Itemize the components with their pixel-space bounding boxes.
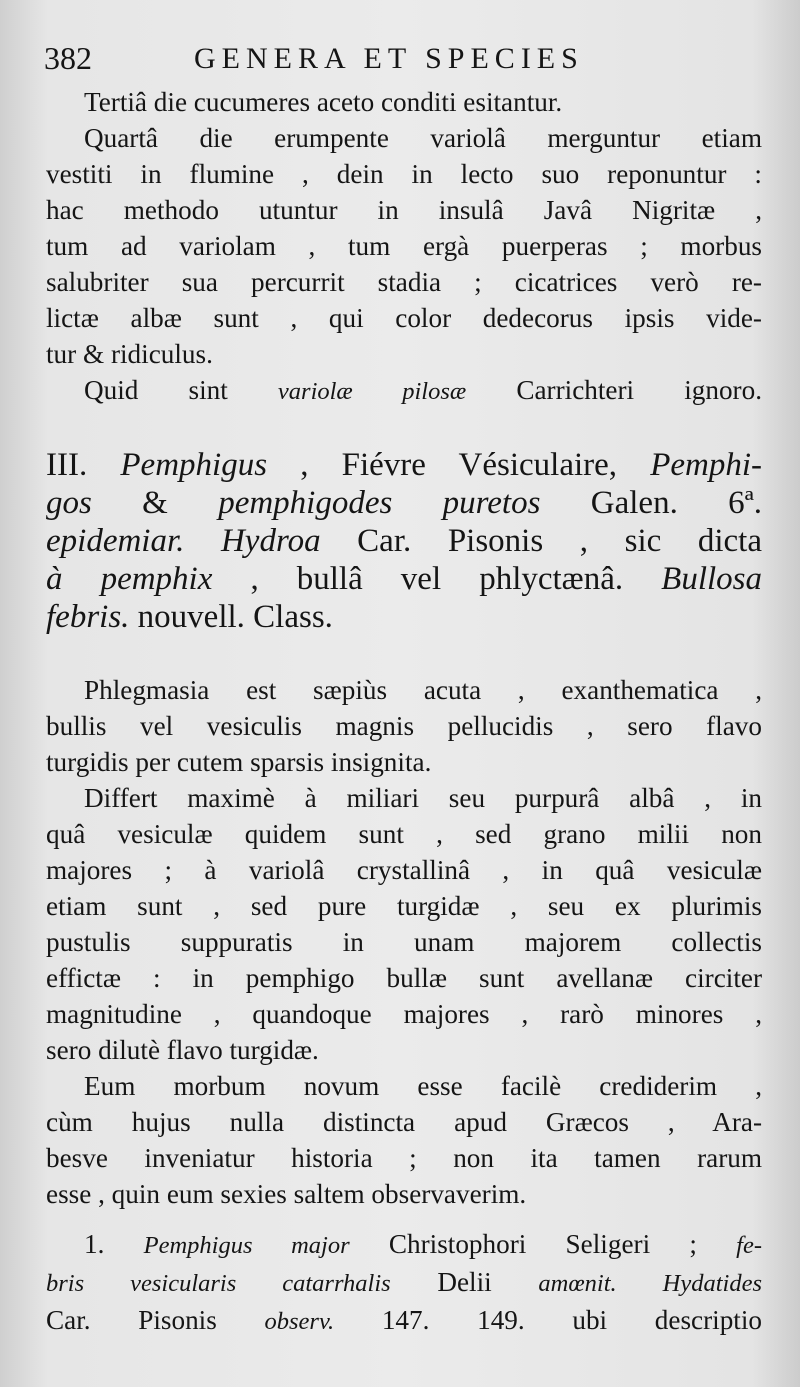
text-line: quâ vesiculæ quidem sunt , sed grano milii non (46, 819, 762, 849)
italic-term: à pemphix (46, 561, 213, 597)
text-line: tum ad variolam , tum ergà puerperas ; morbus (46, 231, 762, 261)
italic-term: Pemphi- (650, 447, 762, 483)
italic-term: gos (46, 485, 92, 521)
text-span: Galen. 6ª. (540, 485, 762, 521)
text-span: Car. Pisonis , sic dicta (320, 523, 762, 559)
spacer (46, 410, 762, 446)
italic-term: pemphigodes puretos (218, 485, 541, 521)
text-line: besve inveniatur historia ; non ita tamen rarum (46, 1143, 762, 1173)
text-line: Tertiâ die cucumeres aceto conditi esitantur. (84, 87, 563, 117)
spacer (46, 1212, 762, 1226)
paragraph-7 (46, 1226, 762, 1340)
italic-term: febris. (46, 599, 130, 635)
italic-term: observ. (264, 1308, 335, 1335)
text-line: Quartâ die erumpente variolâ merguntur etiam (84, 123, 762, 153)
italic-term: bris vesicularis catarrhalis (46, 1270, 391, 1297)
italic-term: epidemiar. Hydroa (46, 523, 321, 559)
italic-term: Bullosa (661, 561, 762, 597)
text-span: , bullâ vel phlyctænâ. (212, 561, 662, 597)
text-span: Quid sint (84, 375, 278, 405)
text-line: turgidis per cutem sparsis insignita. (46, 747, 432, 777)
text-line: bullis vel vesiculis magnis pellucidis , sero flavo (46, 711, 762, 741)
text-line: salubriter sua percurrit stadia ; cicatrices verò re- (46, 267, 762, 297)
section-numeral: III. (46, 447, 121, 483)
text-line: sero dilutè flavo turgidæ. (46, 1035, 319, 1065)
page-header (44, 40, 710, 90)
text-span: nouvell. Class. (129, 599, 333, 635)
heading-line (46, 446, 762, 484)
heading-line (46, 522, 762, 560)
text-line: pustulis suppuratis in unam majorem collectis (46, 927, 762, 957)
text-line: magnitudine , quandoque majores , rarò minores , (46, 999, 762, 1029)
italic-term: Pemphigus (120, 447, 268, 483)
text-line: effictæ : in pemphigo bullæ sunt avellanæ circiter (46, 963, 762, 993)
text-line: Phlegmasia est sæpiùs acuta , exanthematica , (84, 675, 762, 705)
text-span: Christophori Seligeri ; (349, 1229, 737, 1259)
heading-line (46, 598, 762, 636)
paragraph-3 (46, 372, 762, 410)
text-span: , Fiévre Vésiculaire, (267, 447, 651, 483)
page-body (46, 84, 762, 1340)
text-line (46, 1226, 762, 1264)
paragraph-6 (46, 1068, 762, 1212)
italic-term: Pemphigus major (143, 1232, 350, 1259)
text-span: 147. 149. ubi descriptio (334, 1305, 762, 1335)
page-number: 382 (44, 40, 92, 76)
text-line (46, 372, 762, 410)
text-line: hac methodo utuntur in insulâ Javâ Nigritæ , (46, 195, 762, 225)
paragraph-2 (46, 120, 762, 372)
text-line: lictæ albæ sunt , qui color dedecorus ipsis vide- (46, 303, 762, 333)
text-line: majores ; à variolâ crystallinâ , in quâ vesiculæ (46, 855, 762, 885)
list-number: 1. (84, 1229, 144, 1259)
text-line: tur & ridiculus. (46, 339, 213, 369)
text-line (46, 1302, 762, 1340)
heading-line (46, 484, 762, 522)
text-span: Car. Pisonis (46, 1305, 265, 1335)
paragraph-4 (46, 672, 762, 780)
text-line: Differt maximè à miliari seu purpurâ albâ , in (84, 783, 762, 813)
heading-line (46, 560, 762, 598)
paragraph-1 (46, 84, 762, 120)
text-span: Carrichteri ignoro. (466, 375, 762, 405)
text-span: & (91, 485, 219, 521)
italic-term: amœnit. Hydatides (538, 1270, 762, 1297)
text-line: Eum morbum novum esse facilè crediderim , (84, 1071, 762, 1101)
text-line: etiam sunt , sed pure turgidæ , seu ex plurimis (46, 891, 762, 921)
text-line: cùm hujus nulla distincta apud Græcos , Ara- (46, 1107, 762, 1137)
italic-term: variolæ pilosæ (277, 378, 467, 405)
italic-term: fe- (736, 1232, 762, 1259)
text-line: vestiti in flumine , dein in lecto suo reponuntur : (46, 159, 762, 189)
spacer (46, 636, 762, 672)
text-line: esse , quin eum sexies saltem observaverim. (46, 1179, 527, 1209)
running-title: GENERA ET SPECIES (194, 42, 584, 75)
text-span: Delii (390, 1267, 539, 1297)
text-line (46, 1264, 762, 1302)
paragraph-5 (46, 780, 762, 1068)
section-heading (46, 446, 762, 636)
